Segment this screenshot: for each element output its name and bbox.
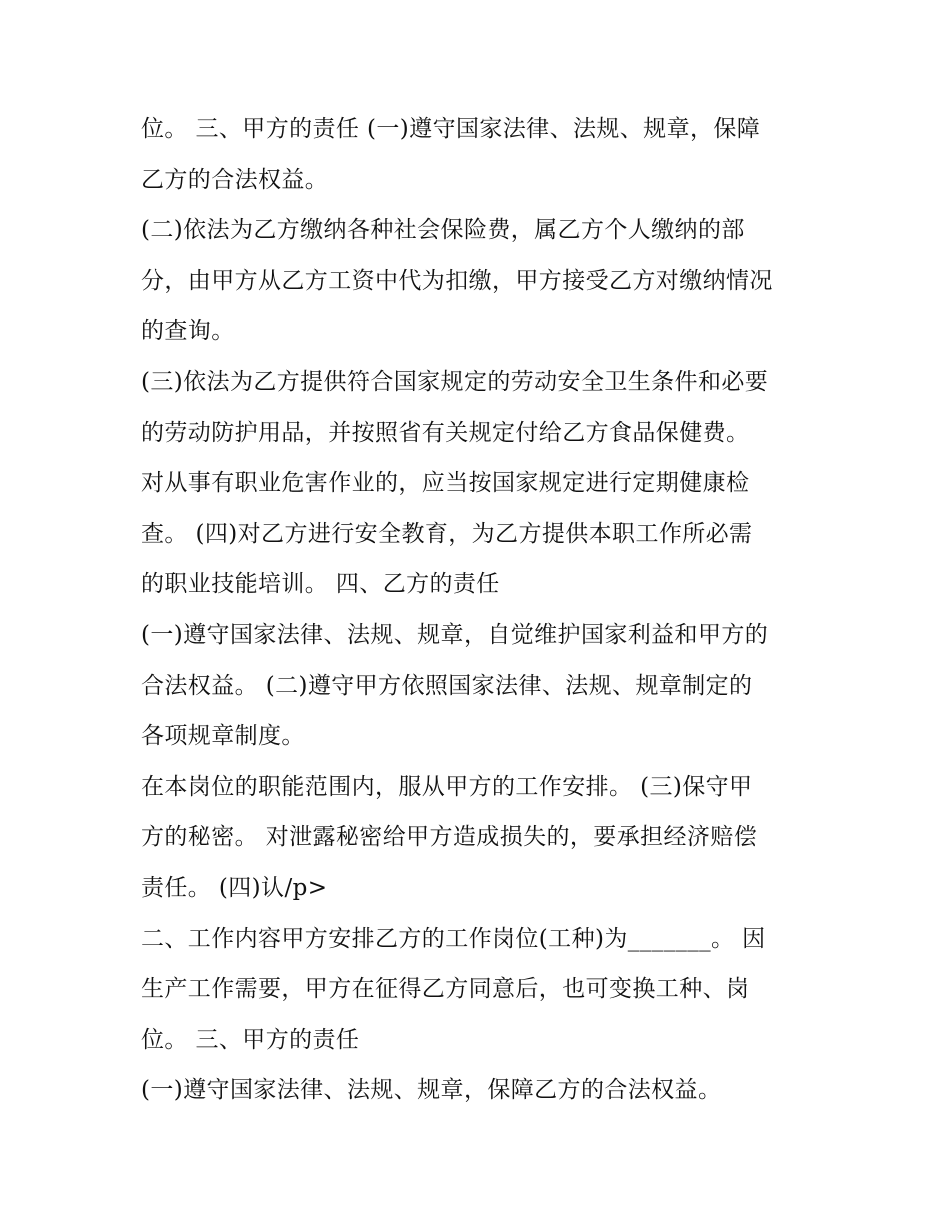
text-line: 各项规章制度。	[141, 723, 305, 750]
text-line: 方的秘密。 对泄露秘密给甲方造成损失的，要承担经济赔偿	[141, 824, 758, 851]
text-line: (一)遵守国家法律、法规、规章，自觉维护国家利益和甲方的	[141, 621, 769, 648]
text-line: 合法权益。 (二)遵守甲方依照国家法律、法规、规章制定的	[141, 672, 753, 699]
text-line: 位。 三、甲方的责任 (一)遵守国家法律、法规、规章，保障	[141, 116, 761, 142]
text-line: (一)遵守国家法律、法规、规章，保障乙方的合法权益。	[141, 1077, 722, 1104]
text-line: 对从事有职业危害作业的，应当按国家规定进行定期健康检	[141, 470, 750, 497]
text-line: 位。 三、甲方的责任	[141, 1026, 360, 1053]
text-line: 的劳动防护用品，并按照省有关规定付给乙方食品保健费。	[141, 419, 750, 446]
text-line: 在本岗位的职能范围内，服从甲方的工作安排。 (三)保守甲	[141, 773, 753, 800]
text-line: (二)依法为乙方缴纳各种社会保险费，属乙方个人缴纳的部	[141, 217, 745, 244]
text-line: 的查询。	[141, 318, 235, 345]
text-line: 分，由甲方从乙方工资中代为扣缴，甲方接受乙方对缴纳情况	[141, 267, 773, 294]
text-line: 乙方的合法权益。	[141, 166, 329, 193]
text-line: (三)依法为乙方提供符合国家规定的劳动安全卫生条件和必要	[141, 368, 769, 395]
text-line: 的职业技能培训。 四、乙方的责任	[141, 571, 500, 598]
text-line: 二、工作内容甲方安排乙方的工作岗位(工种)为_______。 因	[141, 925, 766, 952]
text-line: 生产工作需要，甲方在征得乙方同意后，也可变换工种、岗	[141, 976, 750, 1003]
text-line: 责任。 (四)认/p>	[141, 874, 328, 901]
document-body	[141, 104, 841, 1116]
text-line: 查。 (四)对乙方进行安全教育，为乙方提供本职工作所必需	[141, 520, 753, 547]
